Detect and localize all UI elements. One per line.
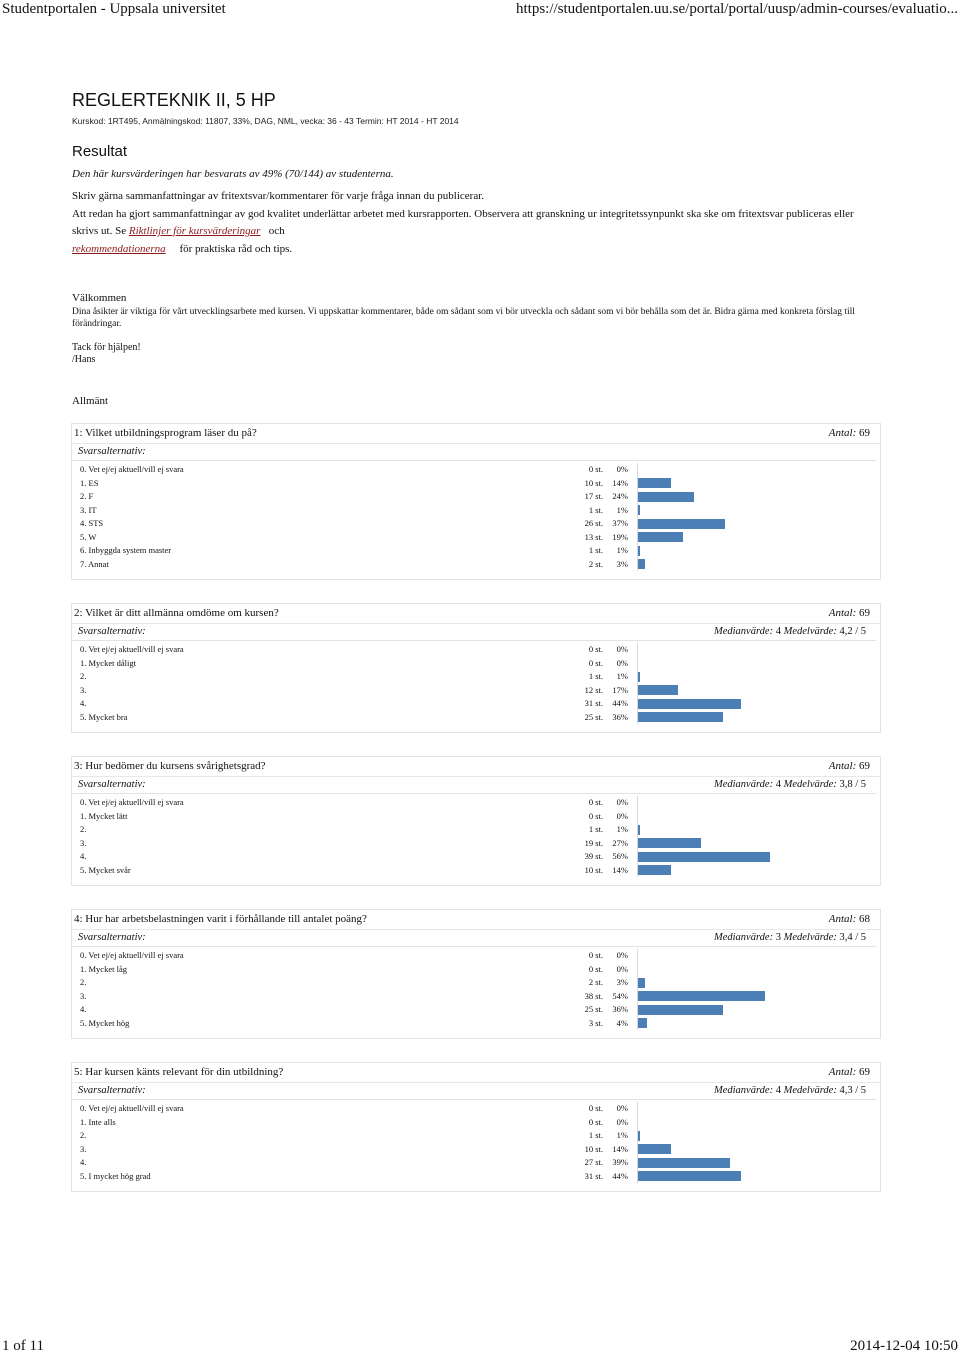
option-count: 25 st.: [584, 711, 603, 722]
option-row: [72, 711, 880, 725]
option-count: 26 st.: [584, 518, 603, 528]
question-block: [71, 756, 881, 886]
option-row: [72, 477, 880, 491]
option-percent: 1%: [616, 1130, 628, 1140]
page-title: Studentportalen - Uppsala universitet: [2, 1, 226, 17]
options-label: Svarsalternativ:: [78, 446, 146, 457]
question-block: [71, 603, 881, 733]
option-count: 1 st.: [588, 824, 603, 834]
welcome-signature: /Hans: [72, 354, 96, 365]
option-row: [72, 850, 880, 864]
option-label: 4.: [80, 1004, 87, 1014]
option-label: 5. W: [80, 531, 97, 542]
option-percent: 36%: [612, 1004, 628, 1014]
options-header: [72, 444, 876, 461]
option-label: 2.: [80, 671, 87, 681]
question-title: 1: Vilket utbildningsprogram läser du på?: [74, 427, 257, 439]
instructions: [72, 188, 862, 258]
question-block: [71, 423, 881, 580]
option-percent: 0%: [616, 963, 628, 974]
option-percent: 14%: [612, 864, 628, 875]
option-row: [72, 949, 880, 963]
option-row: [72, 544, 880, 558]
option-label: 1. Inte alls: [80, 1116, 116, 1127]
option-label: 2.: [80, 1130, 87, 1140]
option-count: 19 st.: [584, 837, 603, 848]
option-count: 0 st.: [588, 1103, 603, 1113]
option-row: [72, 558, 880, 572]
option-label: 4. STS: [80, 518, 104, 528]
question-title: 4: Hur har arbetsbelastningen varit i förhållande till antalet poäng?: [74, 913, 367, 925]
option-row: [72, 531, 880, 545]
option-percent: 27%: [612, 837, 628, 848]
print-footer: [0, 1338, 960, 1356]
median-value: 4: [775, 626, 781, 637]
option-percent: 24%: [612, 491, 628, 501]
bar-baseline: [637, 657, 638, 671]
mean-value: 3,4 / 5: [839, 932, 866, 943]
option-row: [72, 1156, 880, 1170]
question-stats: [714, 930, 866, 946]
option-label: 3.: [80, 837, 87, 848]
option-row: [72, 976, 880, 990]
answer-count: [829, 604, 870, 623]
question-header: [72, 1063, 880, 1083]
option-row: [72, 1102, 880, 1116]
option-count: 0 st.: [588, 1116, 603, 1127]
answer-count: [829, 757, 870, 776]
median-label: Medianvärde:: [713, 779, 774, 790]
option-bar: [638, 1131, 640, 1141]
option-percent: 44%: [612, 698, 628, 708]
option-percent: 14%: [612, 1143, 628, 1154]
mean-label: Medelvärde:: [783, 932, 837, 943]
option-bar: [638, 685, 678, 695]
option-label: 2.: [80, 977, 87, 987]
question-header: [72, 604, 880, 624]
option-bar: [638, 546, 640, 556]
option-percent: 0%: [616, 810, 628, 821]
option-row: [72, 810, 880, 824]
answer-count-value: 69: [859, 1066, 870, 1078]
option-bar: [638, 978, 645, 988]
option-percent: 39%: [612, 1157, 628, 1167]
instructions-line-3: rekommendationerna för praktiska råd och tips.: [72, 242, 293, 255]
option-label: 5. Mycket bra: [80, 711, 128, 722]
answer-count-label: Antal:: [828, 1066, 857, 1078]
option-count: 39 st.: [584, 851, 603, 861]
option-count: 0 st.: [588, 464, 603, 474]
option-bar: [638, 1158, 730, 1168]
options-header: [72, 1083, 876, 1100]
option-percent: 19%: [612, 531, 628, 542]
option-bar: [638, 1144, 671, 1154]
options-header: [72, 930, 876, 947]
bar-baseline: [637, 463, 638, 477]
print-datetime: 2014-12-04 10:50: [850, 1338, 958, 1354]
option-percent: 0%: [616, 797, 628, 807]
bar-baseline: [637, 949, 638, 963]
options-label: Svarsalternativ:: [78, 779, 146, 790]
option-count: 13 st.: [584, 531, 603, 542]
option-row: [72, 1129, 880, 1143]
option-count: 3 st.: [588, 1017, 603, 1028]
option-count: 0 st.: [588, 797, 603, 807]
median-value: 3: [775, 932, 781, 943]
option-bar: [638, 991, 765, 1001]
question-stats: [714, 1083, 866, 1099]
option-percent: 17%: [612, 684, 628, 695]
option-count: 27 st.: [584, 1157, 603, 1167]
option-row: [72, 517, 880, 531]
option-percent: 1%: [616, 671, 628, 681]
option-count: 0 st.: [588, 963, 603, 974]
option-label: 1. ES: [80, 477, 99, 488]
bar-baseline: [637, 643, 638, 657]
option-label: 7. Annat: [80, 558, 109, 569]
question-stats: [714, 624, 866, 640]
bar-baseline: [637, 810, 638, 824]
option-bar: [638, 519, 725, 529]
option-label: 6. Inbyggda system master: [80, 545, 172, 555]
mean-value: 4,3 / 5: [839, 1085, 866, 1096]
bar-baseline: [637, 963, 638, 977]
option-label: 3.: [80, 990, 87, 1001]
option-row: [72, 1170, 880, 1184]
option-label: 2.: [80, 824, 87, 834]
instructions-line-2: Att redan ha gjort sammanfattningar av god kvalitet underlättar arbetet med kursrapporten. Observera att granskning ur integritetssynpunkt ska ske om fritextsvar publiceras eller skrivs ut. Se Riktlinjer för kursvärderingar och: [72, 207, 854, 237]
mean-label: Medelvärde:: [783, 626, 837, 637]
answer-count: [829, 910, 870, 929]
option-bar: [638, 1018, 647, 1028]
mean-value: 3,8 / 5: [839, 779, 866, 790]
answer-count-label: Antal:: [828, 427, 857, 439]
option-percent: 1%: [616, 824, 628, 834]
option-label: 1. Mycket låg: [80, 963, 127, 974]
welcome-title: Välkommen: [72, 292, 127, 304]
option-label: 4.: [80, 851, 87, 861]
option-row: [72, 796, 880, 810]
option-row: [72, 697, 880, 711]
option-row: [72, 684, 880, 698]
option-label: 4.: [80, 1157, 87, 1167]
option-bar: [638, 492, 694, 502]
median-label: Medianvärde:: [713, 932, 774, 943]
option-count: 2 st.: [588, 558, 603, 569]
option-label: 0. Vet ej/ej aktuell/vill ej svara: [80, 1103, 184, 1113]
option-percent: 54%: [612, 990, 628, 1001]
print-header: [0, 0, 960, 20]
instructions-line-1: Skriv gärna sammanfattningar av fritextsvar/kommentarer för varje fråga innan du publicerar.: [72, 190, 485, 202]
option-percent: 1%: [616, 545, 628, 555]
options-header: [72, 777, 876, 794]
answer-count-label: Antal:: [828, 913, 857, 925]
answer-count-value: 69: [859, 760, 870, 772]
option-count: 0 st.: [588, 950, 603, 960]
option-bar: [638, 712, 723, 722]
option-bar: [638, 1005, 723, 1015]
question-stats: [714, 777, 866, 793]
welcome-message: [72, 292, 892, 366]
median-label: Medianvärde:: [713, 1085, 774, 1096]
question-block: [71, 909, 881, 1039]
option-row: [72, 837, 880, 851]
option-count: 0 st.: [588, 810, 603, 821]
option-percent: 0%: [616, 1116, 628, 1127]
option-row: [72, 657, 880, 671]
option-row: [72, 1116, 880, 1130]
option-count: 31 st.: [584, 698, 603, 708]
option-row: [72, 504, 880, 518]
option-row: [72, 670, 880, 684]
option-label: 0. Vet ej/ej aktuell/vill ej svara: [80, 797, 184, 807]
option-count: 0 st.: [588, 644, 603, 654]
option-row: [72, 864, 880, 878]
option-bar: [638, 532, 683, 542]
option-row: [72, 1003, 880, 1017]
answer-count-value: 69: [859, 607, 870, 619]
option-label: 0. Vet ej/ej aktuell/vill ej svara: [80, 950, 184, 960]
option-bar: [638, 838, 701, 848]
option-bar: [638, 478, 671, 488]
question-title: 5: Har kursen känts relevant för din utbildning?: [74, 1066, 284, 1078]
option-count: 10 st.: [584, 864, 603, 875]
option-count: 1 st.: [588, 1130, 603, 1140]
option-percent: 4%: [616, 1017, 628, 1028]
option-bar: [638, 825, 640, 835]
option-row: [72, 490, 880, 504]
option-count: 1 st.: [588, 545, 603, 555]
mean-value: 4,2 / 5: [839, 626, 866, 637]
option-count: 2 st.: [588, 977, 603, 987]
answer-count-label: Antal:: [828, 607, 857, 619]
page-url: https://studentportalen.uu.se/portal/portal/uusp/admin-courses/evaluatio...: [516, 1, 958, 17]
option-row: [72, 990, 880, 1004]
option-percent: 0%: [616, 950, 628, 960]
guidelines-link[interactable]: Riktlinjer för kursvärderingar: [128, 225, 261, 237]
bar-baseline: [637, 1116, 638, 1130]
option-bar: [638, 852, 770, 862]
question-title: 2: Vilket är ditt allmänna omdöme om kursen?: [74, 607, 279, 619]
option-bar: [638, 1171, 741, 1181]
welcome-text: Dina åsikter är viktiga för vårt utvecklingsarbete med kursen. Vi uppskattar kommentarer, både om sådant som vi bör utveckla och sådant som vi bör behålla som det är. Bidra gärna med konkreta förslag till förändringar.: [72, 307, 855, 329]
option-percent: 36%: [612, 711, 628, 722]
question-header: [72, 757, 880, 777]
welcome-thanks: Tack för hjälpen!: [72, 342, 141, 353]
option-bar: [638, 672, 640, 682]
option-count: 10 st.: [584, 477, 603, 488]
answer-count-value: 69: [859, 427, 870, 439]
option-count: 31 st.: [584, 1170, 603, 1181]
result-heading: Resultat: [72, 143, 128, 160]
option-label: 1. Mycket lätt: [80, 810, 128, 821]
option-count: 0 st.: [588, 657, 603, 668]
option-percent: 0%: [616, 657, 628, 668]
option-label: 4.: [80, 698, 87, 708]
page-number: 1 of 11: [2, 1338, 44, 1354]
option-count: 1 st.: [588, 504, 603, 515]
option-percent: 14%: [612, 477, 628, 488]
answer-count-label: Antal:: [828, 760, 857, 772]
option-percent: 0%: [616, 1103, 628, 1113]
question-title: 3: Hur bedömer du kursens svårighetsgrad?: [74, 760, 266, 772]
option-bar: [638, 559, 645, 569]
option-label: 0. Vet ej/ej aktuell/vill ej svara: [80, 464, 184, 474]
option-label: 3.: [80, 684, 87, 695]
question-header: [72, 910, 880, 930]
answer-count-value: 68: [859, 913, 870, 925]
option-row: [72, 963, 880, 977]
option-percent: 0%: [616, 644, 628, 654]
option-percent: 56%: [612, 851, 628, 861]
median-value: 4: [775, 779, 781, 790]
option-percent: 44%: [612, 1170, 628, 1181]
option-row: [72, 823, 880, 837]
question-header: [72, 424, 880, 444]
option-label: 0. Vet ej/ej aktuell/vill ej svara: [80, 644, 184, 654]
answer-count: [829, 424, 870, 443]
options-header: [72, 624, 876, 641]
option-label: 5. I mycket hög grad: [80, 1170, 151, 1181]
bar-baseline: [637, 1102, 638, 1116]
median-value: 4: [775, 1085, 781, 1096]
question-block: [71, 1062, 881, 1192]
option-count: 10 st.: [584, 1143, 603, 1154]
option-percent: 0%: [616, 464, 628, 474]
recommendations-link[interactable]: rekommendationerna: [72, 242, 166, 255]
option-label: 5. Mycket svår: [80, 864, 131, 875]
mean-label: Medelvärde:: [783, 1085, 837, 1096]
option-percent: 3%: [616, 977, 628, 987]
median-label: Medianvärde:: [713, 626, 774, 637]
response-rate: Den här kursvärderingen har besvarats av 49% (70/144) av studenterna.: [72, 168, 394, 180]
option-row: [72, 643, 880, 657]
option-percent: 3%: [616, 558, 628, 569]
section-title: Allmänt: [72, 395, 109, 407]
option-count: 38 st.: [584, 990, 603, 1001]
option-count: 1 st.: [588, 671, 603, 681]
options-label: Svarsalternativ:: [78, 626, 146, 637]
option-bar: [638, 699, 741, 709]
option-row: [72, 1143, 880, 1157]
option-row: [72, 463, 880, 477]
option-bar: [638, 865, 671, 875]
option-label: 2. F: [80, 491, 94, 501]
answer-count: [829, 1063, 870, 1082]
course-info: Kurskod: 1RT495, Anmälningskod: 11807, 33%, DAG, NML, vecka: 36 - 43 Termin: HT 2014 - HT 2014: [72, 116, 459, 126]
option-label: 3.: [80, 1143, 87, 1154]
option-bar: [638, 505, 640, 515]
option-label: 1. Mycket dåligt: [80, 657, 136, 668]
option-count: 25 st.: [584, 1004, 603, 1014]
option-row: [72, 1017, 880, 1031]
course-title: REGLERTEKNIK II, 5 HP: [72, 90, 276, 110]
options-label: Svarsalternativ:: [78, 1085, 146, 1096]
option-percent: 1%: [616, 504, 628, 515]
options-label: Svarsalternativ:: [78, 932, 146, 943]
bar-baseline: [637, 796, 638, 810]
option-label: 5. Mycket hög: [80, 1017, 130, 1028]
mean-label: Medelvärde:: [783, 779, 837, 790]
option-count: 12 st.: [584, 684, 603, 695]
option-percent: 37%: [612, 518, 628, 528]
option-label: 3. IT: [80, 504, 97, 515]
option-count: 17 st.: [584, 491, 603, 501]
